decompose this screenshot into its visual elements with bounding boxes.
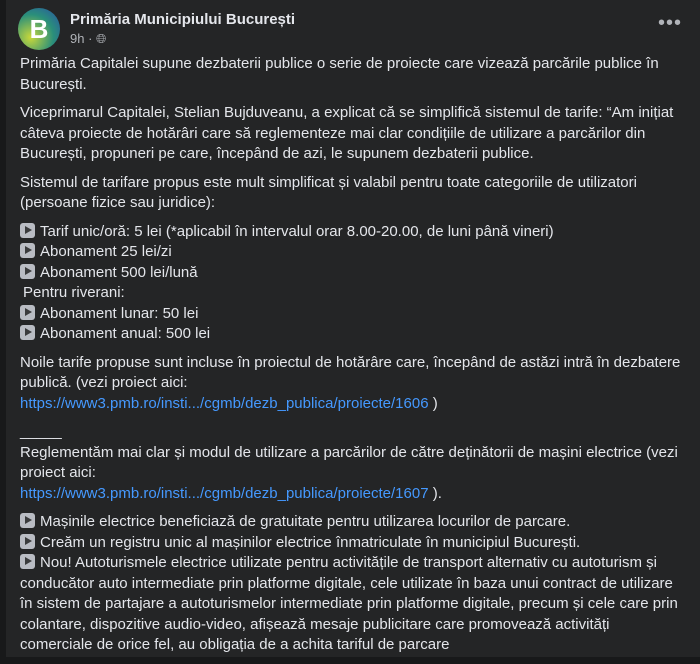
play-button-icon (20, 534, 35, 549)
play-button-icon (20, 305, 35, 320)
post-time[interactable]: 9h · (70, 31, 93, 46)
paragraph: Primăria Capitalei supune dezbaterii publice o serie de proiecte care vizează parcările publice în București. (20, 55, 659, 93)
play-button-icon (20, 223, 35, 238)
list-item: Abonament 25 lei/zi (40, 243, 172, 260)
globe-icon: 🌐︎ (96, 31, 107, 46)
avatar-logo: B (29, 13, 49, 44)
link-suffix: ). (428, 484, 442, 502)
play-button-icon (20, 554, 35, 569)
paragraph: Noile tarife propuse sunt incluse în proiectul de hotărâre care, începând de astăzi intră în dezbatere publică. (vezi proiect aici: (20, 353, 681, 391)
list-item: Tarif unic/oră: 5 lei (*aplicabil în intervalul orar 8.00-20.00, de luni până vineri) (40, 222, 554, 240)
list-item: Nou! Autoturismele electrice utilizate pentru activitățile de transport alternativ cu autoturism și conducător auto intermediate prin platforme digitale, cele utilizate în baza unui contract de utilizare în sistem de partajare a autoturismelor intermediate prin platforme digitale, precum și cele care prin colantare, dispozitive audio-video, afișează mesaje publicitare care promovează activități comerciale de orice fel, au obligația de a achita tariful de parcare (20, 554, 678, 653)
play-button-icon (20, 325, 35, 340)
play-button-icon (20, 243, 35, 258)
play-button-icon (20, 513, 35, 528)
riverani-label: Pentru riverani: (23, 284, 125, 301)
list-item: Mașinile electrice beneficiază de gratuitate pentru utilizarea locurilor de parcare. (40, 513, 571, 530)
post-body (20, 54, 685, 664)
post-header (18, 8, 295, 50)
list-item: Abonament 500 lei/lună (40, 263, 198, 281)
separator: _____ (20, 423, 62, 440)
play-button-icon (20, 264, 35, 279)
more-options-button[interactable]: ••• (657, 12, 682, 34)
avatar[interactable] (18, 8, 60, 50)
paragraph: Viceprimarul Capitalei, Stelian Bujduveanu, a explicat că se simplifică sistemul de tarife: “Am inițiat câteva proiecte de hotărâri care să reglementeze mai clar condițiile de utilizare a parcărilor din București, propuneri pe care, începând de azi, le supunem dezbaterii publice. (20, 104, 674, 162)
project-link-1607[interactable]: https://www3.pmb.ro/insti.../cgmb/dezb_publica/proiecte/1607 (20, 484, 429, 502)
list-item: Abonament lunar: 50 lei (40, 304, 199, 322)
paragraph: Reglementăm mai clar și modul de utilizare a parcărilor de către deținătorii de mașini electrice (vezi proiect aici: (20, 443, 678, 481)
list-item: Creăm un registru unic al mașinilor electrice înmatriculate în municipiul București. (40, 533, 581, 551)
link-suffix: ) (428, 394, 438, 412)
project-link-1606[interactable]: https://www3.pmb.ro/insti.../cgmb/dezb_publica/proiecte/1606 (20, 394, 429, 412)
author-name[interactable]: Primăria Municipiului București (70, 11, 296, 28)
post-card (6, 0, 700, 657)
paragraph: Sistemul de tarifare propus este mult simplificat și valabil pentru toate categoriile de utilizatori (persoane fizice sau juridice): (20, 173, 637, 211)
list-item: Abonament anual: 500 lei (40, 325, 211, 342)
